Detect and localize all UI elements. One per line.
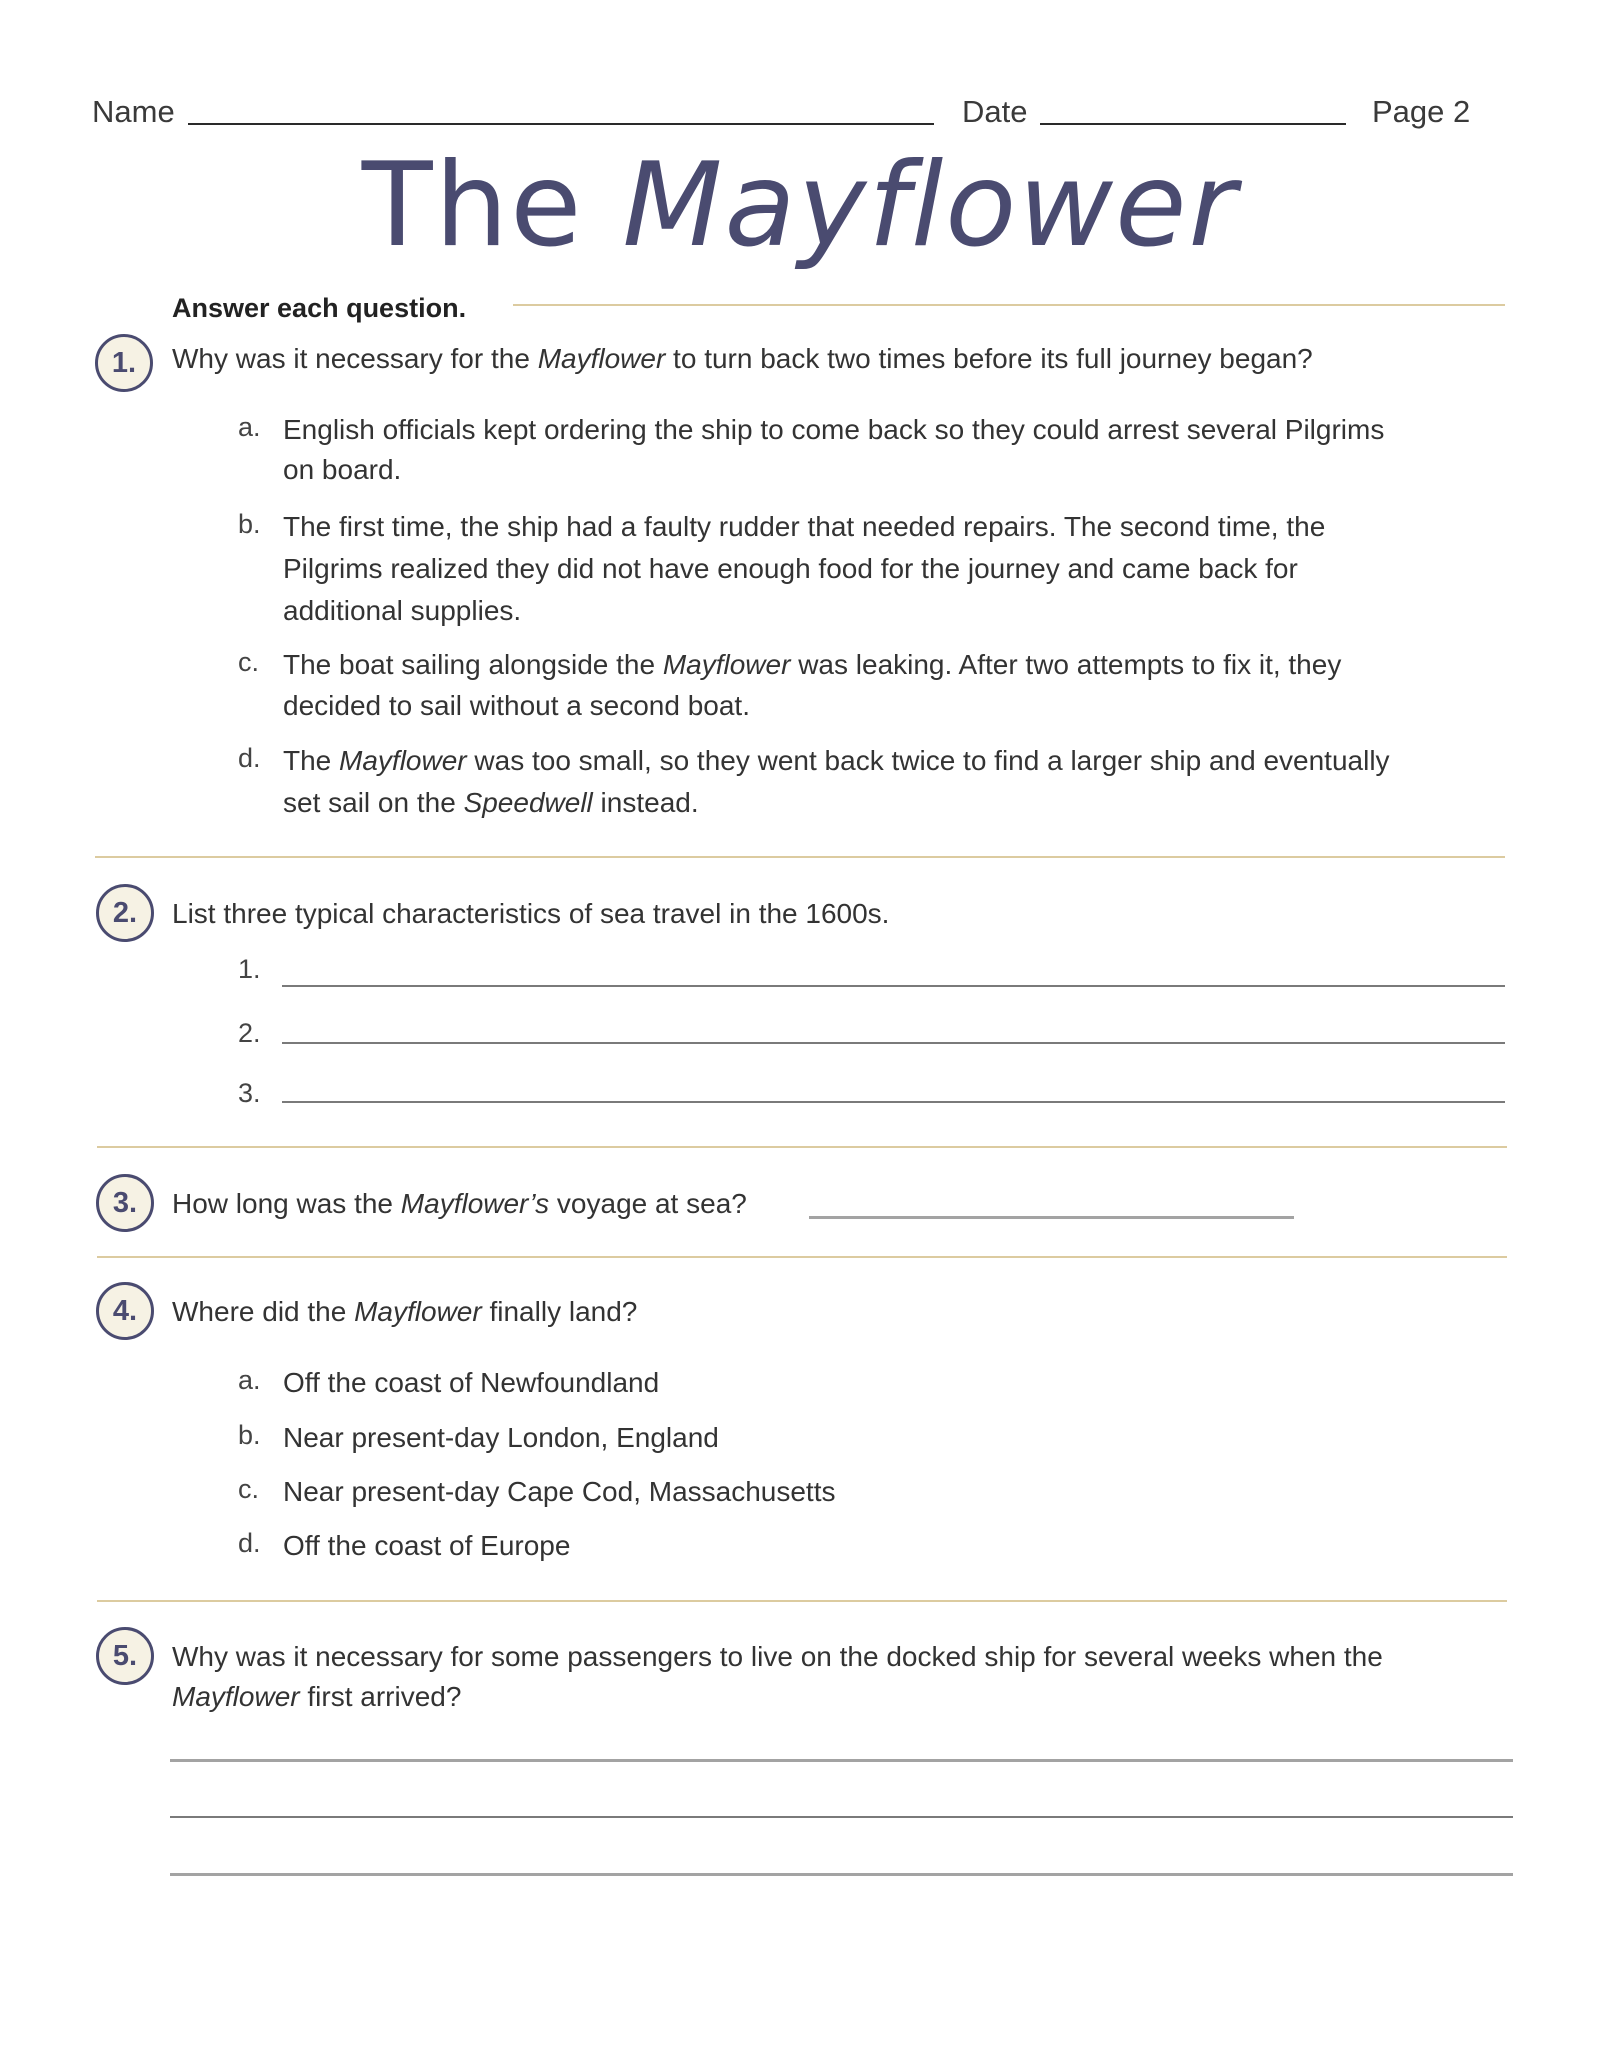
question-1-text — [172, 345, 1313, 373]
q1-option-a-line[interactable]: English officials kept ordering the ship to come back so they could arrest several Pilgrims — [283, 414, 1385, 445]
answer-line[interactable] — [282, 985, 1505, 987]
option-letter[interactable]: c. — [238, 1474, 260, 1504]
option-letter[interactable]: b. — [238, 1420, 261, 1450]
page-title — [0, 138, 1600, 273]
q4-option-d[interactable]: Off the coast of Europe — [283, 1530, 571, 1561]
q3-italic: Mayflower’s — [400, 1188, 550, 1219]
q1-option-c-line[interactable] — [283, 651, 1341, 679]
q1-option-d-line[interactable] — [283, 747, 1390, 775]
q1-text-part: Why was it necessary for the — [172, 343, 538, 374]
option-letter[interactable]: c. — [238, 647, 260, 677]
q1-option-b-line[interactable]: Pilgrims realized they did not have enough food for the journey and came back for — [283, 553, 1298, 584]
q4-text-part: finally land? — [481, 1296, 638, 1327]
question-3-text — [172, 1190, 747, 1218]
q4-option-b[interactable]: Near present-day London, England — [283, 1422, 719, 1453]
q5-text-part: first arrived? — [299, 1681, 462, 1712]
q5-italic: Mayflower — [172, 1681, 300, 1712]
option-letter[interactable]: d. — [238, 1528, 261, 1558]
opt-text: set sail on the — [283, 787, 464, 818]
q3-text-part: How long was the — [172, 1188, 401, 1219]
q1-option-b-line[interactable]: The first time, the ship had a faulty rudder that needed repairs. The second time, the — [283, 511, 1326, 542]
date-field[interactable] — [1040, 123, 1346, 125]
option-letter[interactable]: a. — [238, 1365, 261, 1395]
q1-option-c-line[interactable]: decided to sail without a second boat. — [283, 690, 750, 721]
title-mayflower: Mayflower — [622, 138, 1239, 273]
q4-option-c[interactable]: Near present-day Cape Cod, Massachusetts — [283, 1476, 836, 1507]
q1-option-a-line[interactable]: on board. — [283, 454, 402, 485]
question-5-text-line2 — [172, 1683, 461, 1711]
name-field[interactable] — [188, 123, 934, 125]
question-5-text-line1: Why was it necessary for some passengers to live on the docked ship for several weeks when the — [172, 1641, 1383, 1672]
q1-italic: Mayflower — [537, 343, 666, 374]
date-label: Date — [962, 94, 1028, 129]
section-divider — [97, 1146, 1507, 1148]
opt-text: The boat sailing alongside the — [283, 649, 663, 680]
blank-number: 2. — [238, 1018, 261, 1048]
q3-text-part: voyage at sea? — [549, 1188, 747, 1219]
q1-option-d-line[interactable] — [283, 789, 699, 817]
option-letter[interactable]: b. — [238, 509, 261, 539]
question-number-badge: 1. — [95, 334, 153, 392]
page-number: Page 2 — [1372, 94, 1471, 129]
opt-italic: Speedwell — [463, 787, 593, 818]
answer-line[interactable] — [170, 1759, 1513, 1762]
option-letter[interactable]: d. — [238, 743, 261, 773]
q4-option-a[interactable]: Off the coast of Newfoundland — [283, 1367, 660, 1398]
question-2-text: List three typical characteristics of sea travel in the 1600s. — [172, 898, 890, 929]
opt-text: instead. — [592, 787, 699, 818]
instructions-divider — [513, 304, 1505, 306]
name-label: Name — [92, 94, 175, 129]
opt-italic: Mayflower — [339, 745, 467, 776]
question-number-badge: 3. — [96, 1174, 154, 1232]
answer-line[interactable] — [170, 1816, 1513, 1818]
blank-number: 3. — [238, 1078, 261, 1108]
answer-line[interactable] — [282, 1101, 1505, 1103]
q1-text-part: to turn back two times before its full journey began? — [665, 343, 1313, 374]
section-divider — [97, 1256, 1507, 1258]
opt-text: was too small, so they went back twice to find a larger ship and eventually — [466, 745, 1390, 776]
opt-italic: Mayflower — [662, 649, 791, 680]
question-4-text — [172, 1298, 637, 1326]
opt-text: was leaking. After two attempts to fix it, they — [790, 649, 1342, 680]
title-the: The — [361, 138, 584, 273]
option-letter[interactable]: a. — [238, 412, 261, 442]
section-divider — [95, 856, 1505, 858]
section-divider — [97, 1600, 1507, 1602]
answer-line[interactable] — [170, 1873, 1513, 1876]
question-number-badge: 4. — [96, 1282, 154, 1340]
instructions: Answer each question. — [172, 293, 467, 323]
q1-option-b-line[interactable]: additional supplies. — [283, 595, 522, 626]
q4-italic: Mayflower — [354, 1296, 482, 1327]
answer-line[interactable] — [282, 1042, 1505, 1044]
question-number-badge: 2. — [96, 884, 154, 942]
answer-line[interactable] — [809, 1216, 1294, 1219]
question-number-badge: 5. — [96, 1627, 154, 1685]
opt-text: The — [283, 745, 340, 776]
blank-number: 1. — [238, 954, 261, 984]
q4-text-part: Where did the — [172, 1296, 355, 1327]
